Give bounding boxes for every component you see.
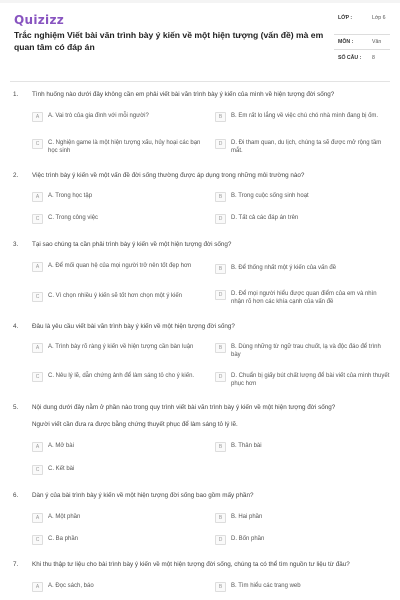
option-letter: A <box>32 513 43 523</box>
top-border <box>0 0 400 3</box>
option-letter: D <box>215 535 226 545</box>
question-text: Nội dung dưới đây nằm ở phần nào trong quy trình viết bài văn trình bày ý kiến về một hiện tượng đời sống? <box>32 404 336 411</box>
option-letter: B <box>215 582 226 592</box>
option-text: A. Trình bày rõ ràng ý kiến về hiện tượng cần bàn luận <box>48 344 194 350</box>
meta-label: MÔN : <box>338 39 354 45</box>
option-letter: B <box>215 112 226 122</box>
question-number: 7. <box>13 561 19 568</box>
option-letter: D <box>215 372 226 382</box>
option-letter: A <box>32 112 43 122</box>
option-text: A. Mở bài <box>48 443 74 449</box>
option-text: B. Hai phần <box>231 514 263 520</box>
meta-label: SỐ CÂU : <box>338 55 362 61</box>
question-text: Việc trình bày ý kiến về một vấn đề đời sống thường được áp dụng trong những môi trường nào? <box>32 172 305 179</box>
option-text: A. Để mối quan hệ của mọi người trở nên tốt đẹp hơn <box>48 263 192 269</box>
option-text: D. Để mọi người hiểu được quan điểm của em và nhìn nhận rõ hơn các khía cạnh của vấn đề <box>231 291 377 305</box>
question-number: 3. <box>13 241 19 248</box>
question-number: 4. <box>13 323 19 330</box>
meta-value: Văn <box>372 39 382 45</box>
option-text: B. Tìm hiểu các trang web <box>231 583 301 589</box>
option-text: D. Bốn phần <box>231 536 265 542</box>
option-letter: A <box>32 442 43 452</box>
option-text: B. Trong cuộc sống sinh hoạt <box>231 193 309 199</box>
question-number: 6. <box>13 492 19 499</box>
option-text: A. Trong học tập <box>48 193 93 199</box>
question-text: Đâu là yêu cầu viết bài văn trình bày ý kiến về một hiện tượng đời sống? <box>32 323 235 330</box>
option-letter: B <box>215 343 226 353</box>
quizizz-logo: Quizizz <box>14 13 65 27</box>
option-letter: D <box>215 214 226 224</box>
question-text: Tại sao chúng ta cần phải trình bày ý kiến về một hiện tượng đời sống? <box>32 241 232 248</box>
header-divider <box>10 81 390 82</box>
option-letter: B <box>215 264 226 274</box>
meta-divider <box>334 34 390 35</box>
option-letter: B <box>215 192 226 202</box>
option-letter: B <box>215 513 226 523</box>
meta-label: LỚP : <box>338 15 353 21</box>
option-letter: C <box>32 139 43 149</box>
option-text: A. Đọc sách, báo <box>48 583 94 589</box>
question-text: Khi thu thập tư liệu cho bài trình bày ý kiến về một hiện tượng đời sống, chúng ta có thể tìm nguồn tư liệu từ đâu? <box>32 561 350 568</box>
meta-value: Lớp 6 <box>372 15 386 21</box>
option-letter: B <box>215 442 226 452</box>
option-letter: C <box>32 535 43 545</box>
question-number: 2. <box>13 172 19 179</box>
option-text: D. Đi tham quan, du lịch, chúng ta sẽ được mở rộng tầm mắt. <box>231 140 382 154</box>
option-letter: C <box>32 292 43 302</box>
option-text: B. Dùng những từ ngữ trau chuốt, lạ và độc đáo để trình bày <box>231 344 381 358</box>
meta-box <box>334 12 390 70</box>
option-text: D. Tất cả các đáp án trên <box>231 215 299 221</box>
question-text: Dàn ý của bài trình bày ý kiến về một hiện tượng đời sống bao gồm mấy phần? <box>32 492 254 499</box>
worksheet-title: Trắc nghiệm Viết bài văn trình bày ý kiến về một hiện tượng (vấn đề) mà em quan tâm có đáp án <box>14 30 324 52</box>
option-text: A. Một phần <box>48 514 81 520</box>
option-letter: A <box>32 262 43 272</box>
option-letter: A <box>32 582 43 592</box>
meta-value: 8 <box>372 55 375 61</box>
question-number: 1. <box>13 91 19 98</box>
option-letter: C <box>32 214 43 224</box>
question-subtext: Người viết cần đưa ra được bằng chứng thuyết phục để làm sáng tỏ lý lẽ. <box>32 421 238 428</box>
option-letter: A <box>32 192 43 202</box>
question-number: 5. <box>13 404 19 411</box>
option-text: C. Trong công việc <box>48 215 99 221</box>
option-text: C. Vì chọn nhiều ý kiến sẽ tốt hơn chọn một ý kiến <box>48 293 183 299</box>
option-letter: A <box>32 343 43 353</box>
option-letter: C <box>32 465 43 475</box>
option-text: D. Chuẩn bị giấy bút chất lượng để bài viết của mình thuyết phục hơn <box>231 373 390 387</box>
meta-divider <box>334 49 390 50</box>
option-text: B. Em rất lo lắng về việc chú chó nhà mình đang bị ốm. <box>231 113 379 119</box>
option-text: B. Để thống nhất một ý kiến của vấn đề <box>231 265 337 271</box>
option-text: C. Kết bài <box>48 466 75 472</box>
option-text: C. Ba phần <box>48 536 79 542</box>
option-text: C. Nêu lý lẽ, dẫn chứng ảnh để làm sáng tỏ cho ý kiến. <box>48 373 195 379</box>
question-text: Tình huống nào dưới đây không cần em phải viết bài văn trình bày ý kiến của mình về hiện tượng đời sống? <box>32 91 335 98</box>
option-letter: C <box>32 372 43 382</box>
option-letter: D <box>215 290 226 300</box>
option-letter: D <box>215 139 226 149</box>
option-text: B. Thân bài <box>231 443 262 449</box>
option-text: A. Vai trò của gia đình với mỗi người? <box>48 113 149 119</box>
option-text: C. Nghiện game là một hiện tượng xấu, hủy hoại các bạn học sinh <box>48 140 201 154</box>
